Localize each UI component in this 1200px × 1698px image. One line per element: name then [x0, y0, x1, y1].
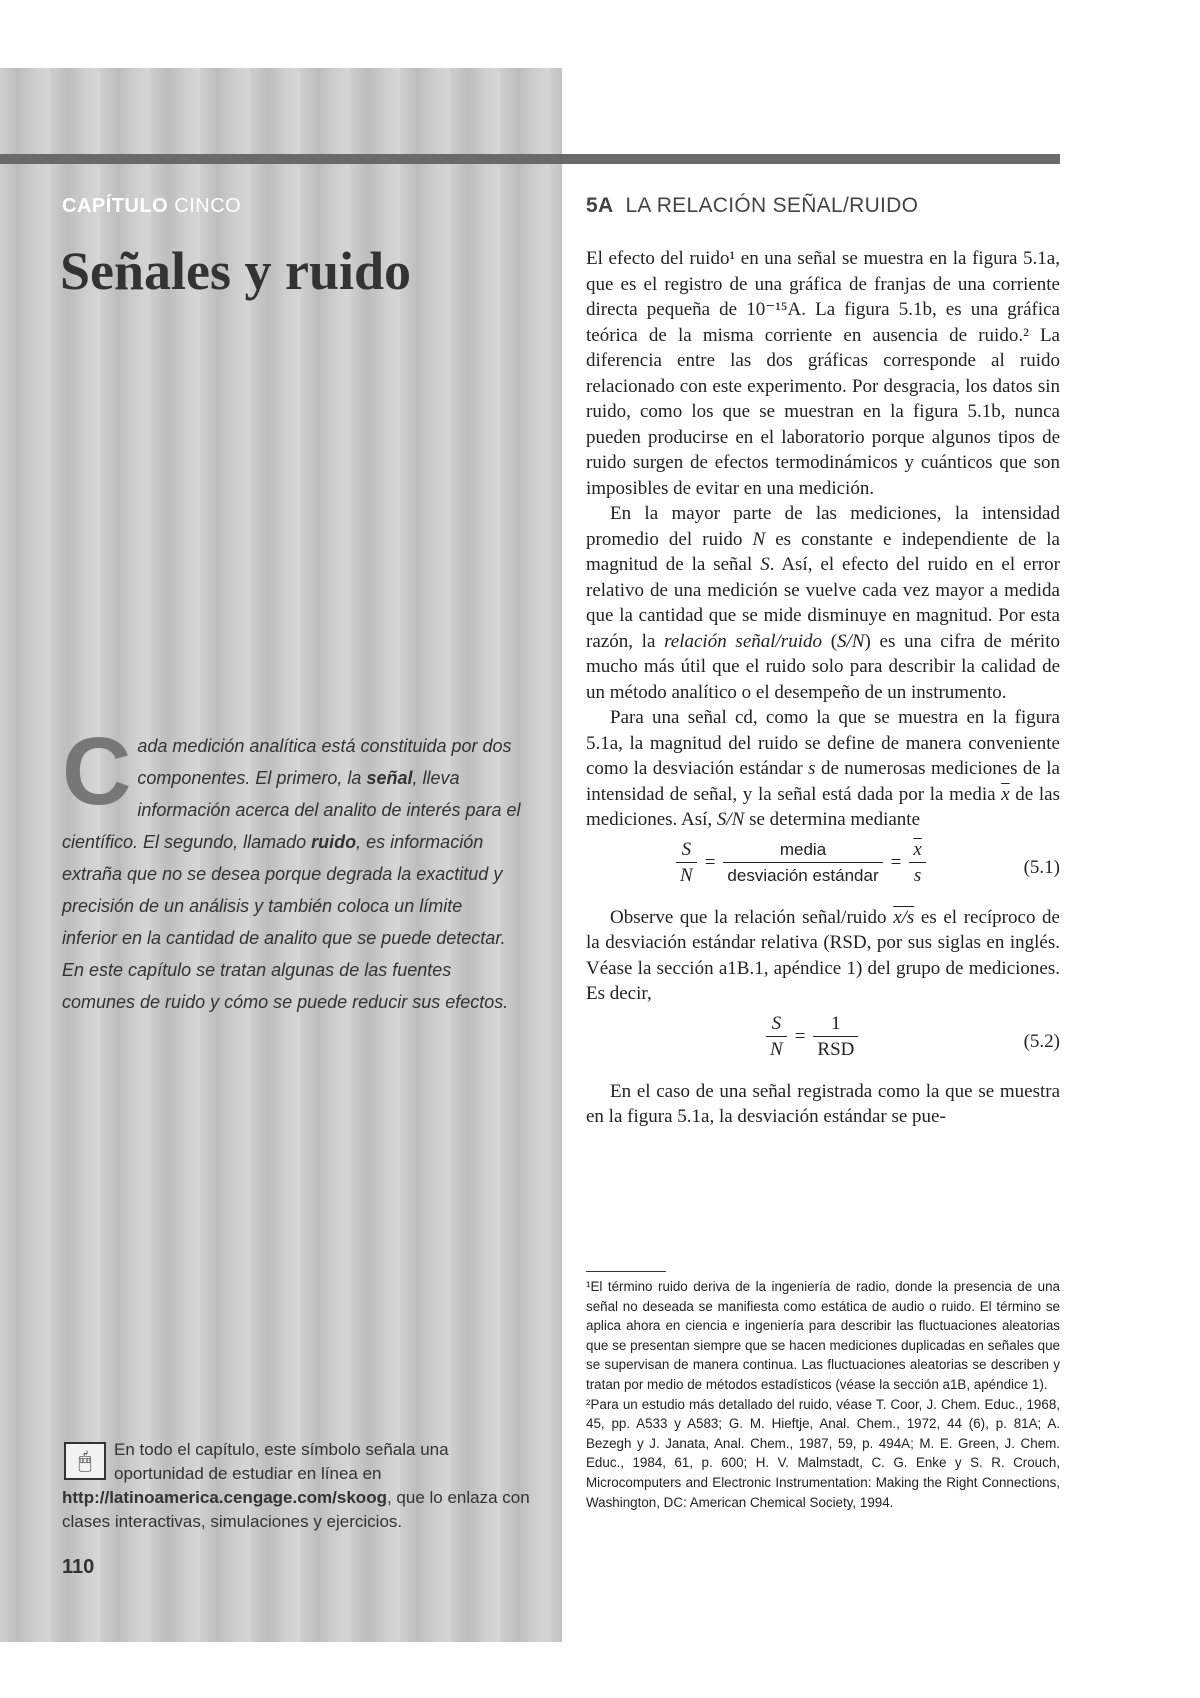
- paragraph-3: Para una señal cd, como la que se muestra en la figura 5.1a, la magnitud del ruido se define de manera conveniente como la desviación estándar s de numerosas mediciones de la intensidad de señal, y la señal está dada por la media $\overline{x}$ de las mediciones. Así, S/N se determina mediante: [586, 707, 1060, 830]
- page-number: 110: [62, 1556, 95, 1578]
- section-title: LA RELACIÓN SEÑAL/RUIDO: [625, 194, 919, 217]
- paragraph-2: En la mayor parte de las mediciones, la intensidad promedio del ruido N es constante e independiente de la magnitud de la señal S. Así, el efecto del ruido en el error relativo de una medición se vuelve cada vez mayor a medida que la cantidad que se mide disminuye en magnitud. Por esta razón, la relación señal/ruido (S/N) es una cifra de mérito mucho más útil que el ruido solo para describir la calidad de un método analítico o el desempeño de un instrumento.: [586, 503, 1060, 703]
- footnote-2: ²Para un estudio más detallado del ruido, véase T. Coor, J. Chem. Educ., 1968, 45, pp. A533 y A583; G. M. Hieftje, Anal. Chem., 1972, 44 (6), p. 81A; A. Bezegh y J. Janata, Anal. Chem., 1987, 59, p. 494A; M. E. Green, J. Chem. Educ., 1984, 61, p. 600; H. V. Malmstadt, C. G. Enke y S. R. Crouch, Microcomputers and Electronic Instrumentation: Making the Right Connections, Washington, DC: American Chemical Society, 1994.: [586, 1396, 1060, 1510]
- equation-5-1: $\frac{S}{N}$ = $\frac{\text{media}}{\text{desviación estándar}}$ = $\frac{\overline{x}}{s}$ (5.1): [586, 837, 1060, 897]
- paragraph-5: En el caso de una señal registrada como la que se muestra en la figura 5.1a, la desviación estándar se pue-: [586, 1080, 1060, 1127]
- web-link[interactable]: http://latinoamerica.cengage.com/skoog: [62, 1488, 387, 1507]
- header-rule: [0, 154, 1060, 164]
- chapter-label: CAPÍTULO CINCO: [62, 195, 242, 217]
- equation-label: (5.1): [1023, 856, 1060, 878]
- equation-label: (5.2): [1023, 1030, 1060, 1052]
- web-note: En todo el capítulo, este símbolo señala una oportunidad de estudiar en línea en http://latinoamerica.cengage.com/skoog, que lo enlaza con clases interactivas, simulaciones y ejercicios.: [62, 1440, 530, 1531]
- paragraph-1: El efecto del ruido¹ en una señal se muestra en la figura 5.1a, que es el registro de una gráfica de franjas de una corriente directa pequeña de 10⁻¹⁵A. La figura 5.1b, es una gráfica teórica de la misma corriente en ausencia de ruido.² La diferencia entre las dos gráficas corresponde al ruido relacionado con este experimento. Por desgracia, los datos sin ruido, como los que se muestran en la figura 5.1b, nunca pueden producirse en el laboratorio porque algunos tipos de ruido surgen de efectos termodinámicos y cuánticos que son imposibles de evitar en una medición.: [586, 248, 1060, 499]
- footnote-rule: [586, 1271, 666, 1272]
- chapter-intro: Cada medición analítica está constituida por dos componentes. El primero, la señal, lleva información acerca del analito de interés para el científico. El segundo, llamado ruido, es información extraña que no se desea porque degrada la exactitud y precisión de un análisis y también coloca un límite inferior en la cantidad de analito que se puede detectar. En este capítulo se tratan algunas de las fuentes comunes de ruido y cómo se puede reducir sus efectos.: [62, 718, 521, 1012]
- mouse-icon: 🖱: [64, 1442, 106, 1480]
- footnote-1: ¹El término ruido deriva de la ingeniería de radio, donde la presencia de una señal no deseada se manifiesta como estática de audio o ruido. El término se aplica ahora en ciencia e ingeniería para describir las fluctuaciones aleatorias que se presentan siempre que se hacen mediciones duplicadas en señales que se supervisan de manera continua. Las fluctuaciones aleatorias se describen y tratan por medio de métodos estadísticos (véase la sección a1B, apéndice 1).: [586, 1279, 1060, 1392]
- footnotes: [586, 1277, 1060, 1512]
- body-text: [586, 246, 1060, 1130]
- dropcap: C: [62, 718, 132, 825]
- chapter-title: Señales y ruido: [60, 241, 412, 301]
- equation-5-2: $\frac{S}{N}$ = $\frac{1}{\text{RSD}}$ (5.2): [586, 1011, 1060, 1071]
- section-number: 5A: [586, 194, 614, 217]
- section-heading: [586, 194, 918, 218]
- paragraph-4: Observe que la relación señal/ruido x/s es el recíproco de la desviación estándar relativa (RSD, por sus siglas en inglés. Véase la sección a1B.1, apéndice 1) del grupo de mediciones. Es decir,: [586, 906, 1060, 1004]
